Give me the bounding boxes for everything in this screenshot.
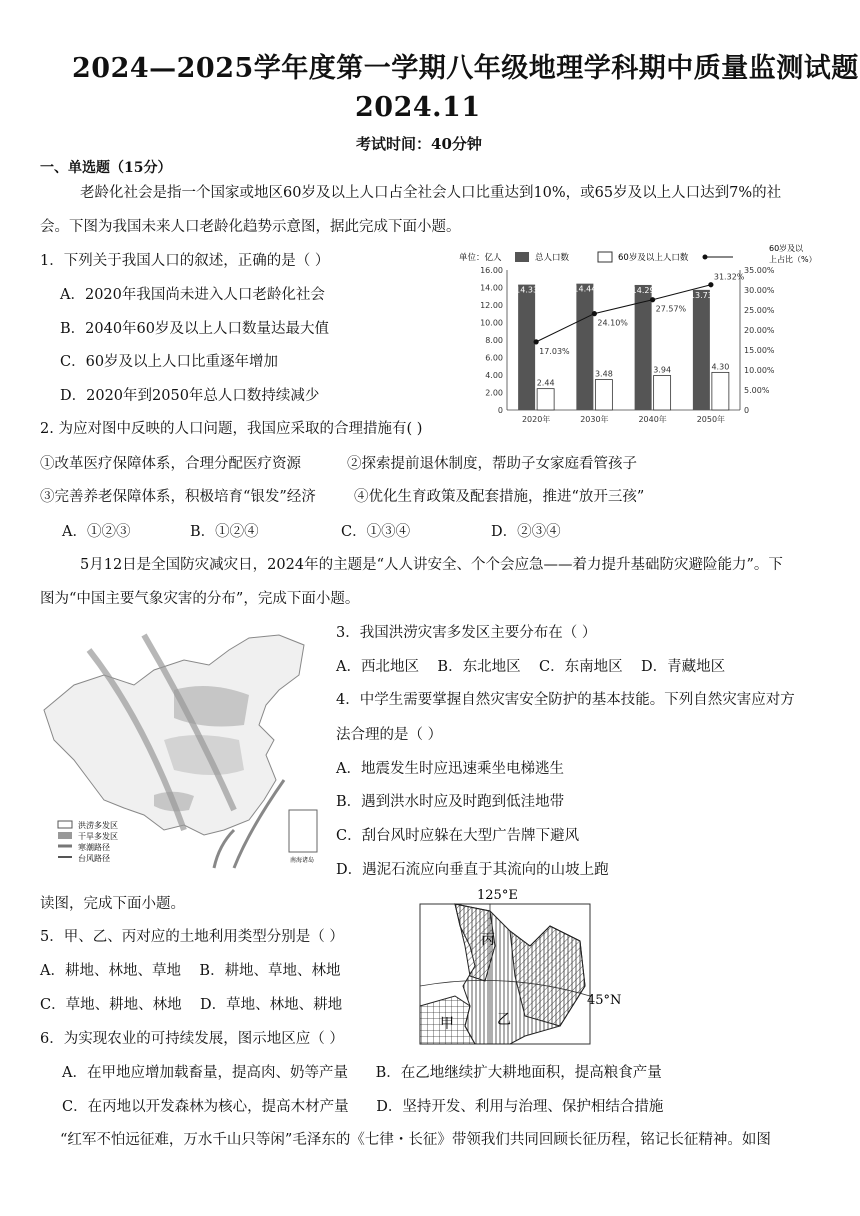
right-tick-label: 25.00%: [744, 306, 775, 315]
lon-label: 125°E: [477, 888, 518, 903]
legend-ratio-marker: [703, 255, 708, 260]
china-disaster-map: [34, 630, 324, 870]
left-tick-label: 0: [497, 406, 503, 415]
q4-stem-2: 法合理的是（ ）: [336, 727, 443, 743]
q6-options-row-1: A．在甲地应增加载畜量，提高肉、奶等产量 B．在乙地继续扩大耕地面积，提高粮食产量: [62, 1065, 662, 1081]
q2-option-a: A．①②③: [62, 524, 131, 540]
q3-stem: 3．我国洪涝灾害多发区主要分布在（ ）: [336, 625, 597, 641]
legend-elderly-swatch: [598, 252, 612, 262]
ratio-point: [708, 282, 713, 287]
typhoon-route-2: [214, 830, 234, 868]
right-tick-label: 5.00%: [744, 386, 770, 395]
q1-option-c: C．60岁及以上人口比重逐年增加: [60, 354, 279, 370]
right-tick-label: 15.00%: [744, 346, 775, 355]
right-tick-label: 10.00%: [744, 366, 775, 375]
ratio-label: 31.32%: [713, 272, 745, 282]
legend-flood: 洪涝多发区: [78, 821, 118, 830]
x-tick-label: 2020年: [521, 415, 551, 424]
right-tick-label: 35.00%: [744, 266, 775, 275]
left-tick-label: 12.00: [480, 301, 503, 310]
exam-date: 2024.11: [355, 92, 481, 123]
q1-stem: 1．下列关于我国人口的叙述，正确的是（ ）: [40, 253, 330, 269]
q2-option-d: D．②③④: [491, 524, 561, 540]
x-tick-label: 2050年: [696, 415, 726, 424]
intro-line-2: 会。下图为我国未来人口老龄化趋势示意图，据此完成下面小题。: [40, 219, 461, 235]
left-tick-label: 6.00: [485, 353, 503, 363]
q1-option-d: D．2020年到2050年总人口数持续减少: [60, 388, 320, 404]
q1-option-a: A．2020年我国尚未进入人口老龄化社会: [60, 287, 325, 303]
ratio-point: [650, 297, 655, 302]
passage4-line: “红军不怕远征难，万水千山只等闲”毛泽东的《七律・长征》带领我们共同回顾长征历程，铭记长征精神。如图: [60, 1132, 771, 1148]
elderly-population-bar: [595, 380, 612, 410]
q2-statement-4: ④优化生育政策及配套措施，推进“放开三孩”: [354, 489, 645, 505]
legend-drought: 干旱多发区: [78, 832, 118, 841]
left-tick-label: 4.00: [485, 371, 503, 380]
q2-statement-1: ①改革医疗保障体系，合理分配医疗资源: [40, 456, 301, 472]
ratio-label: 17.03%: [539, 346, 570, 356]
q4-option-c: C．刮台风时应躲在大型广告牌下避风: [336, 828, 580, 844]
left-tick-label: 8.00: [485, 336, 503, 345]
legend-drought-swatch: [58, 832, 72, 839]
legend-total-swatch: [515, 252, 529, 262]
lat-label: 45°N: [587, 993, 622, 1008]
elderly-bar-label: 3.94: [653, 365, 672, 375]
elderly-population-bar: [537, 389, 554, 410]
legend-ratio-label-1: 60岁及以: [769, 244, 804, 253]
total-bar-label: 14.29: [631, 285, 655, 295]
total-population-bar: [518, 285, 535, 410]
x-tick-label: 2040年: [638, 415, 667, 424]
right-tick-label: 0: [744, 406, 750, 415]
q2-option-c: C．①③④: [341, 524, 411, 540]
inset-box: [289, 810, 317, 852]
legend-ratio-label-2: 上占比（%）: [769, 255, 817, 264]
elderly-population-bar: [712, 372, 729, 410]
q6-options-row-2: C．在丙地以开发森林为核心，提高木材产量 D．坚持开发、利用与治理、保护相结合措施: [62, 1099, 664, 1115]
passage2-line-2: 图为“中国主要气象灾害的分布”，完成下面小题。: [40, 591, 360, 607]
left-tick-label: 2.00: [485, 388, 503, 398]
jia-label: 甲: [440, 1016, 454, 1032]
ratio-point: [592, 311, 597, 316]
q5-stem: 5．甲、乙、丙对应的土地利用类型分别是（ ）: [40, 929, 344, 945]
q5-options-row-2: C．草地、耕地、林地 D．草地、林地、耕地: [40, 997, 343, 1013]
bing-label: 丙: [481, 932, 495, 948]
inset-label: 南海诸岛: [290, 857, 315, 864]
elderly-bar-label: 4.30: [711, 362, 730, 372]
left-tick-label: 14.00: [480, 283, 503, 293]
right-tick-label: 30.00%: [744, 286, 775, 295]
right-tick-label: 20.00%: [744, 326, 775, 335]
legend-total-label: 总人口数: [535, 253, 570, 263]
q4-option-a: A．地震发生时应迅速乘坐电梯逃生: [336, 761, 564, 777]
total-bar-label: 14.33: [515, 285, 539, 295]
ratio-label: 24.10%: [597, 318, 628, 328]
q2-statement-3: ③完善养老保障体系，积极培育“银发”经济: [40, 489, 316, 505]
total-bar-label: 14.44: [573, 284, 597, 294]
q4-stem-1: 4．中学生需要掌握自然灾害安全防护的基本技能。下列自然灾害应对方: [336, 692, 795, 708]
total-population-bar: [576, 284, 593, 410]
q2-option-b: B．①②④: [190, 524, 259, 540]
q6-stem: 6．为实现农业的可持续发展，图示地区应（ ）: [40, 1031, 344, 1047]
left-tick-label: 16.00: [480, 266, 503, 275]
page-title: 2024—2025学年度第一学期八年级地理学科期中质量监测试题: [72, 53, 859, 84]
elderly-bar-label: 3.48: [594, 369, 613, 379]
northeast-land-use-map: [415, 886, 622, 1046]
total-population-bar: [693, 290, 710, 410]
ratio-point: [534, 339, 539, 344]
population-aging-chart: [455, 243, 820, 428]
legend-typhoon: 台风路径: [78, 854, 110, 863]
yi-label: 乙: [497, 1012, 511, 1028]
intro-line-1: 老龄化社会是指一个国家或地区60岁及以上人口占全社会人口比重达到10%，或65岁及以上人口达到7%的社: [80, 185, 782, 201]
total-bar-label: 13.73: [689, 290, 713, 300]
passage3-line: 读图，完成下面小题。: [40, 896, 185, 912]
elderly-population-bar: [654, 376, 671, 410]
passage2-line-1: 5月12日是全国防灾减灾日，2024年的主题是“人人讲安全、个个会应急——着力提升基础防灾避险能力”。下: [80, 557, 783, 573]
elderly-bar-label: 2.44: [536, 378, 555, 388]
left-tick-label: 10.00: [480, 318, 503, 328]
exam-time: 考试时间：40分钟: [356, 135, 482, 153]
q1-option-b: B．2040年60岁及以上人口数量达最大值: [60, 321, 330, 337]
legend-elderly-label: 60岁及以上人口数: [618, 253, 689, 263]
ratio-label: 27.57%: [655, 304, 687, 314]
legend-coldwave: 寒潮路径: [78, 843, 110, 852]
q2-stem: 2. 为应对图中反映的人口问题，我国应采取的合理措施有( ): [40, 421, 423, 437]
q5-options-row-1: A．耕地、林地、草地 B．耕地、草地、林地: [40, 963, 341, 979]
q2-statement-2: ②探索提前退休制度，帮助子女家庭看管孩子: [347, 456, 637, 472]
q3-options: A．西北地区 B．东北地区 C．东南地区 D．青藏地区: [336, 659, 726, 675]
chart-unit-label: 单位：亿人: [459, 253, 502, 263]
q4-option-b: B．遇到洪水时应及时跑到低洼地带: [336, 794, 565, 810]
legend-flood-swatch: [58, 821, 72, 828]
section-heading: 一、单选题（15分）: [40, 160, 172, 176]
x-tick-label: 2030年: [580, 415, 609, 424]
q4-option-d: D．遇泥石流应向垂直于其流向的山坡上跑: [336, 862, 609, 878]
